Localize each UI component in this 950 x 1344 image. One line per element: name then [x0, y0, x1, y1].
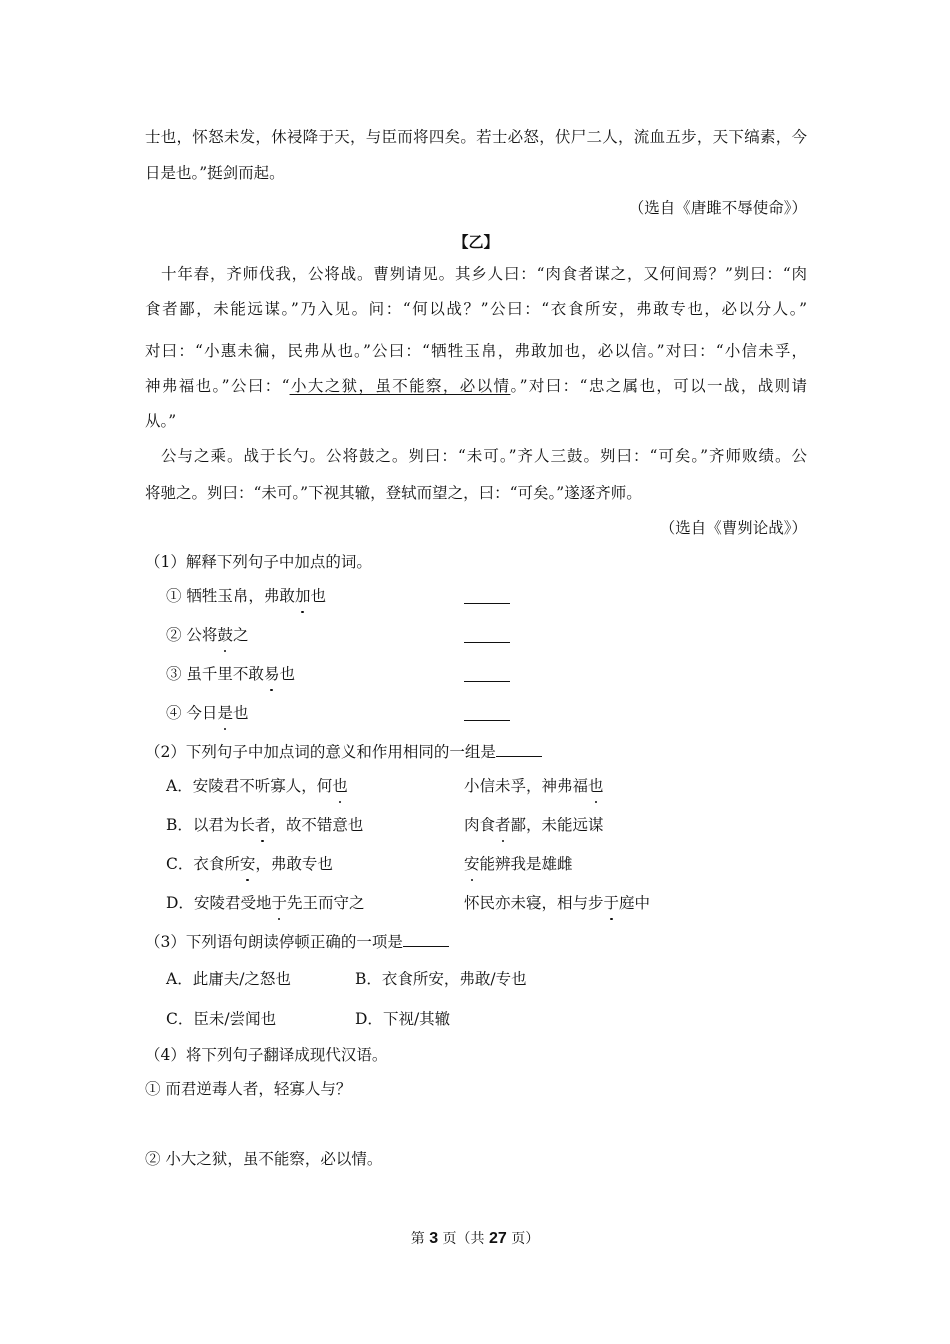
dotted-word: 于 [271, 894, 287, 912]
q2-option-a-left[interactable]: A．安陵君不听寡人，何也 [166, 777, 348, 795]
q2-option-a-right: 小信未孚，神弗福也 [464, 777, 604, 795]
passage-yi-p1-line-1: 十年春，齐师伐我，公将战。曹刿请见。其乡人曰：“肉食者谋之，又何间焉？”刿曰：“肉 [161, 265, 807, 283]
q1-answer-blank-3[interactable] [464, 667, 510, 682]
q2-prompt-line [145, 741, 807, 763]
passage-yi-p2-line-1: 公与之乘。战于长勺。公将鼓之。刿曰：“未可。”齐人三鼓。刿曰：“可矣。”齐师败绩。公 [161, 447, 807, 465]
passage-yi-p1-line-5: 从。” [145, 412, 177, 430]
passage-jia-source: （选自《唐雎不辱使命》） [628, 199, 807, 217]
q3-prompt-line [145, 931, 807, 953]
dotted-word: 于 [603, 894, 620, 912]
page-number: 3 [429, 1230, 439, 1247]
dotted-word: 安 [239, 855, 256, 873]
dotted-word: 加 [294, 587, 311, 605]
passage-yi-p1-line-4 [145, 375, 807, 397]
q3-option-d[interactable]: D．下视/其辙 [355, 1010, 451, 1028]
q2-option-d-right: 怀民亦未寝，相与步于庭中 [464, 894, 651, 912]
passage-yi-heading: 【乙】 [453, 233, 499, 251]
q1-item-1: ① 牺牲玉帛，弗敢加也 [166, 587, 326, 605]
passage-yi-p1-line-4-post: 。”对曰：“忠之属也，可以一战，战则请 [510, 377, 807, 395]
q1-answer-blank-1[interactable] [464, 589, 510, 604]
dotted-word: 是 [217, 704, 233, 722]
q2-prompt: （2）下列句子中加点词的意义和作用相同的一组是 [145, 743, 496, 761]
dotted-word: 者 [254, 816, 271, 834]
passage-yi-p1-line-2: 食者鄙，未能远谋。”乃入见。问：“何以战？”公曰：“衣食所安，弗敢专也，必以分人。” [145, 300, 807, 318]
q1-answer-blank-4[interactable] [464, 706, 510, 721]
q1-item-2: ② 公将鼓之 [166, 626, 249, 644]
passage-yi-p1-line-3: 对曰：“小惠未徧，民弗从也。”公曰：“牺牲玉帛，弗敢加也，必以信。”对曰：“小信未孚， [145, 342, 807, 360]
q2-option-c-right: 安能辨我是雄雌 [464, 855, 573, 873]
q3-option-a[interactable]: A．此庸夫/之怒也 [166, 970, 291, 988]
q4-item-2: ② 小大之狱，虽不能察，必以情。 [145, 1150, 383, 1168]
q2-option-c-left[interactable]: C．衣食所安，弗敢专也 [166, 855, 333, 873]
q1-answer-blank-2[interactable] [464, 628, 510, 643]
q2-option-b-right: 肉食者鄙，未能远谋 [464, 816, 604, 834]
q1-item-3: ③ 虽千里不敢易也 [166, 665, 295, 683]
underlined-sentence: 小大之狱，虽不能察，必以情 [289, 377, 511, 395]
page-footer: 第 3 页（共 27 页） [410, 1230, 540, 1247]
q1-prompt: （1）解释下列句子中加点的词。 [145, 553, 372, 571]
passage-jia-line-2: 日是也。”挺剑而起。 [145, 164, 285, 182]
passage-yi-p1-line-4-pre: 神弗福也。”公曰：“ [145, 377, 290, 395]
q4-item-1: ① 而君逆毒人者，轻寡人与？ [145, 1080, 352, 1098]
q3-prompt: （3）下列语句朗读停顿正确的一项是 [145, 933, 403, 951]
q3-answer-blank[interactable] [403, 932, 449, 947]
passage-jia-line-1: 士也，怀怒未发，休祲降于天，与臣而将四矣。若士必怒，伏尸二人，流血五步，天下缟素，今 [145, 128, 807, 146]
dotted-word: 也 [588, 777, 604, 795]
q2-option-b-left[interactable]: B．以君为长者，故不错意也 [166, 816, 364, 834]
passage-yi-source: （选自《曹刿论战》） [659, 519, 807, 537]
dotted-word: 安 [464, 855, 480, 873]
dotted-word: 易 [263, 665, 280, 683]
dotted-word: 也 [332, 777, 348, 795]
dotted-word: 者 [495, 816, 511, 834]
q3-option-c[interactable]: C．臣未/尝闻也 [166, 1010, 277, 1028]
q4-prompt: （4）将下列句子翻译成现代汉语。 [145, 1046, 388, 1064]
passage-yi-p2-line-2: 将驰之。刿曰：“未可。”下视其辙，登轼而望之，曰：“可矣。”遂逐齐师。 [145, 484, 642, 502]
q1-item-4: ④ 今日是也 [166, 704, 249, 722]
dotted-word: 鼓 [217, 626, 233, 644]
total-pages: 27 [489, 1230, 507, 1247]
q2-option-d-left[interactable]: D．安陵君受地于先王而守之 [166, 894, 365, 912]
q3-option-b[interactable]: B．衣食所安，弗敢/专也 [355, 970, 527, 988]
q2-answer-blank[interactable] [496, 742, 542, 757]
